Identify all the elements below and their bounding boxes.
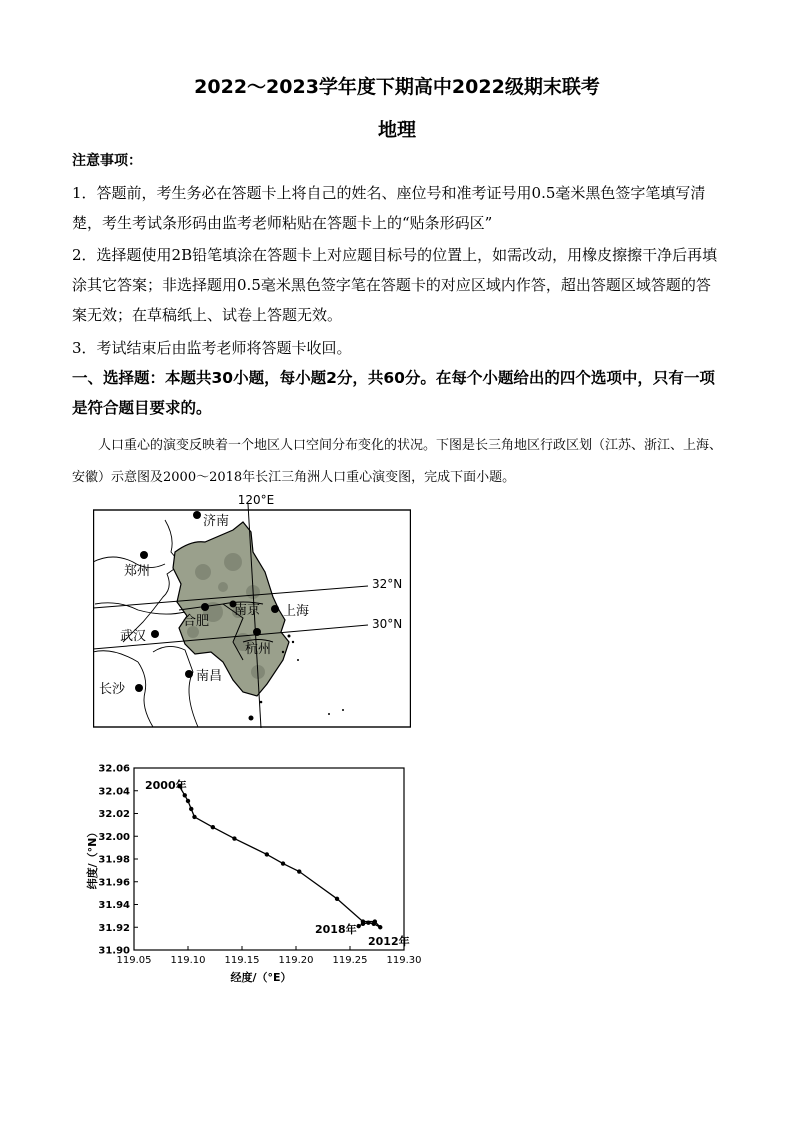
notice-heading: 注意事项： (72, 153, 142, 169)
x-tick-label: 119.30 (386, 955, 422, 966)
exam-title: 2022～2023学年度下期高中2022级期末联考 (194, 76, 600, 98)
annotation-2012: 2012年 (368, 935, 410, 948)
city-label: 合肥 (183, 614, 210, 629)
annotation-2000: 2000年 (145, 779, 187, 792)
y-axis-label: 纬度/（°N） (86, 826, 99, 890)
centroid-path-line (179, 786, 380, 927)
centroid-point (361, 922, 365, 926)
city-label: 南昌 (196, 669, 223, 684)
meridian-label: 120°E (237, 493, 275, 507)
x-axis-label: 经度/（°E） (230, 971, 292, 984)
city-label: 武汉 (120, 629, 147, 644)
centroid-point (335, 897, 339, 901)
y-tick-label: 32.02 (98, 809, 130, 820)
centroid-point (356, 924, 360, 928)
parallel-label: 32°N (372, 577, 403, 591)
centroid-point (265, 852, 269, 856)
centroid-point (186, 799, 190, 803)
y-tick-label: 31.96 (98, 877, 130, 889)
centroid-point (232, 836, 236, 840)
centroid-point (211, 825, 215, 829)
y-tick-label: 31.90 (98, 945, 130, 957)
x-tick-label: 119.20 (278, 955, 314, 966)
city-label: 南京 (234, 603, 261, 618)
x-tick-label: 119.15 (224, 955, 260, 966)
yangtze-delta-map (93, 492, 411, 728)
x-tick-label: 119.05 (116, 955, 152, 966)
population-centroid-chart (85, 758, 425, 990)
centroid-point (281, 861, 285, 865)
annotation-2018: 2018年 (315, 923, 357, 936)
centroid-point (372, 922, 376, 926)
centroid-point (192, 815, 196, 819)
section-heading: 一、选择题：本题共30小题，每小题2分，共60分。在每个小题给出的四个选项中，只有一项是符合题目要求的。 (72, 369, 715, 417)
y-tick-label: 31.92 (98, 922, 130, 934)
city-label: 上海 (283, 604, 310, 619)
y-tick-label: 32.06 (98, 763, 130, 775)
subject-title: 地理 (377, 119, 416, 141)
x-tick-label: 119.25 (332, 955, 368, 966)
y-tick-label: 32.04 (98, 786, 130, 798)
centroid-point (183, 793, 187, 797)
parallel-label: 30°N (372, 617, 403, 631)
centroid-point (297, 869, 301, 873)
centroid-point (189, 807, 193, 811)
city-label: 杭州 (245, 642, 272, 657)
y-tick-label: 31.94 (98, 900, 130, 911)
notice-item: 3．考试结束后由监考老师将答题卡收回。 (72, 339, 352, 357)
notice-item: 2．选择题使用2B铅笔填涂在答题卡上对应题目标号的位置上，如需改动，用橡皮擦擦干净后再填涂其它答案；非选择题用0.5毫米黑色签字笔在答题卡的对应区域内作答，超出答题区域答题的答案无效；在草稿纸上、试卷上答题无效。 (72, 246, 718, 324)
question-stem: 人口重心的演变反映着一个地区人口空间分布变化的状况。下图是长三角地区行政区划（江苏、浙江、上海、安徽）示意图及2000～2018年长江三角洲人口重心演变图，完成下面小题。 (72, 438, 723, 485)
y-tick-label: 31.98 (98, 854, 130, 866)
centroid-point (366, 921, 370, 925)
centroid-point (378, 925, 382, 929)
city-label: 郑州 (124, 564, 151, 579)
x-tick-label: 119.10 (170, 955, 206, 966)
city-label: 长沙 (99, 682, 126, 697)
notice-item: 1．答题前，考生务必在答题卡上将自己的姓名、座位号和准考证号用0.5毫米黑色签字笔填写清楚，考生考试条形码由监考老师粘贴在答题卡上的“贴条形码区” (72, 184, 706, 232)
y-tick-label: 32.00 (98, 831, 130, 843)
city-label: 济南 (203, 514, 230, 529)
